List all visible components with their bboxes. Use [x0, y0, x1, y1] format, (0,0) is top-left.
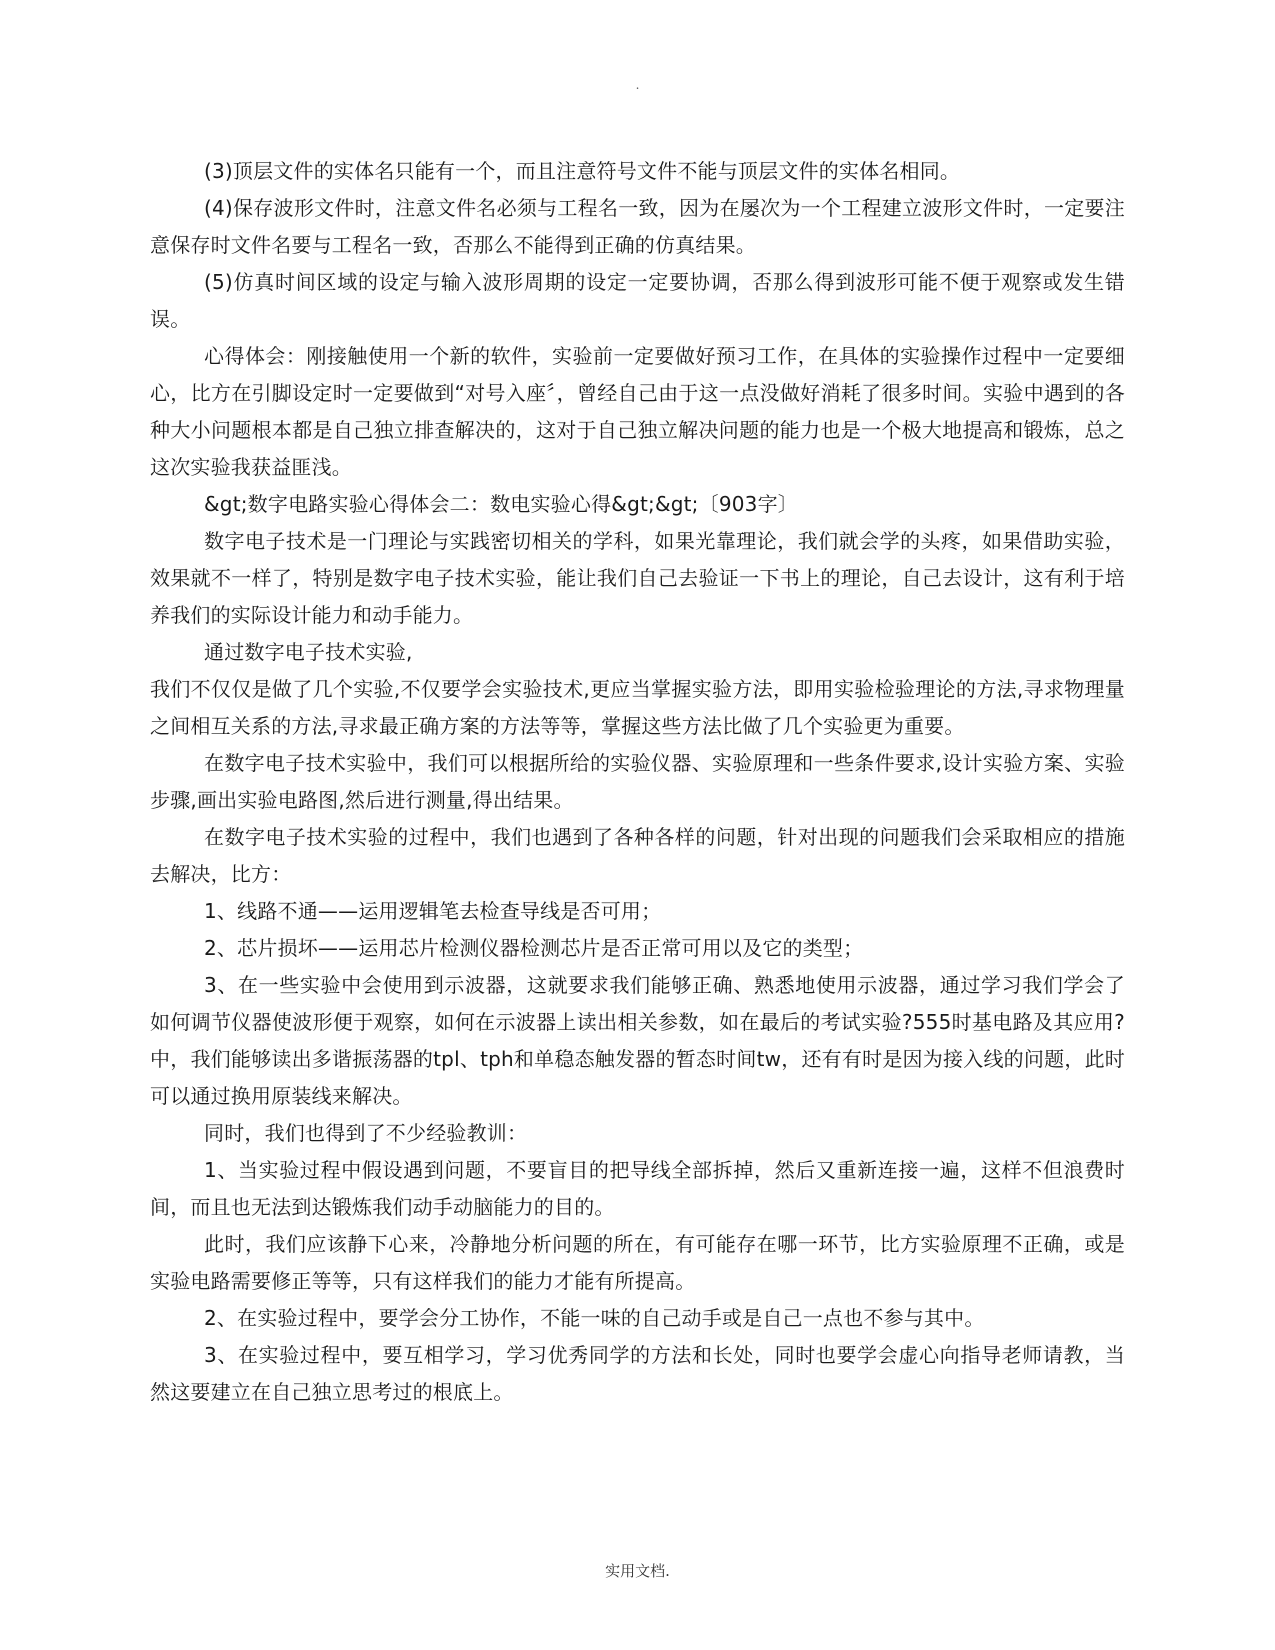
- paragraph-intro: 数字电子技术是一门理论与实践密切相关的学科，如果光靠理论，我们就会学的头疼，如果借助实验，效果就不一样了，特别是数字电子技术实验，能让我们自己去验证一下书上的理论，自己去设计，这有利于培养我们的实际设计能力和动手能力。: [150, 529, 1125, 627]
- lesson-item-2: 2、在实验过程中，要学会分工协作，不能一味的自己动手或是自己一点也不参与其中。: [204, 1306, 985, 1330]
- paragraph-note-4: (4)保存波形文件时，注意文件名必须与工程名一致，因为在屡次为一个工程建立波形文件时，一定要注意保存时文件名要与工程名一致，否那么不能得到正确的仿真结果。: [150, 196, 1125, 257]
- paragraph-through-experiments: 通过数字电子技术实验,: [204, 640, 413, 664]
- paragraph-problems: 在数字电子技术实验的过程中，我们也遇到了各种各样的问题，针对出现的问题我们会采取相应的措施去解决，比方：: [150, 825, 1125, 886]
- paragraph-note-5: (5)仿真时间区域的设定与输入波形周期的设定一定要协调，否那么得到波形可能不便于观察或发生错误。: [150, 270, 1125, 331]
- header-mark: .: [635, 78, 640, 92]
- list-item-1: 1、线路不通——运用逻辑笔去检查导线是否可用；: [204, 899, 662, 923]
- lesson-item-1: 1、当实验过程中假设遇到问题，不要盲目的把导线全部拆掉，然后又重新连接一遍，这样不但浪费时间，而且也无法到达锻炼我们动手动脑能力的目的。: [150, 1158, 1125, 1219]
- lesson-item-3: 3、在实验过程中，要互相学习，学习优秀同学的方法和长处，同时也要学会虚心向指导老师请教，当然这要建立在自己独立思考过的根底上。: [150, 1343, 1125, 1404]
- document-body: [150, 153, 1125, 1411]
- paragraph-reflection: 心得体会：刚接触使用一个新的软件，实验前一定要做好预习工作，在具体的实验操作过程中一定要细心，比方在引脚设定时一定要做到“对号入座〞，曾经自己由于这一点没做好消耗了很多时间。实验中遇到的各种大小问题根本都是自己独立排查解决的，这对于自己独立解决问题的能力也是一个极大地提高和锻炼，总之这次实验我获益匪浅。: [150, 344, 1125, 479]
- list-item-2: 2、芯片损坏——运用芯片检测仪器检测芯片是否正常可用以及它的类型；: [204, 936, 864, 960]
- paragraph-lessons: 同时，我们也得到了不少经验教训：: [204, 1121, 528, 1145]
- list-item-3: 3、在一些实验中会使用到示波器，这就要求我们能够正确、熟悉地使用示波器，通过学习我们学会了如何调节仪器使波形便于观察，如何在示波器上读出相关参数，如在最后的考试实验?555时基电路及其应用?中，我们能够读出多谐振荡器的tpl、tph和单稳态触发器的暂态时间tw，还有有时是因为接入线的问题，此时可以通过换用原装线来解决。: [150, 973, 1125, 1108]
- section-heading: &gt;数字电路实验心得体会二：数电实验心得&gt;&gt;〔903字〕: [204, 492, 798, 516]
- paragraph-calm-analysis: 此时，我们应该静下心来，冷静地分析问题的所在，有可能存在哪一环节，比方实验原理不正确，或是实验电路需要修正等等，只有这样我们的能力才能有所提高。: [150, 1232, 1125, 1293]
- paragraph-design: 在数字电子技术实验中，我们可以根据所给的实验仪器、实验原理和一些条件要求,设计实验方案、实验步骤,画出实验电路图,然后进行测量,得出结果。: [150, 751, 1125, 812]
- paragraph-note-3: (3)顶层文件的实体名只能有一个，而且注意符号文件不能与顶层文件的实体名相同。: [204, 159, 961, 183]
- page-footer: 实用文档.: [605, 1562, 670, 1580]
- paragraph-methods: 我们不仅仅是做了几个实验,不仅要学会实验技术,更应当掌握实验方法，即用实验检验理论的方法,寻求物理量之间相互关系的方法,寻求最正确方案的方法等等，掌握这些方法比做了几个实验更为重要。: [150, 677, 1125, 738]
